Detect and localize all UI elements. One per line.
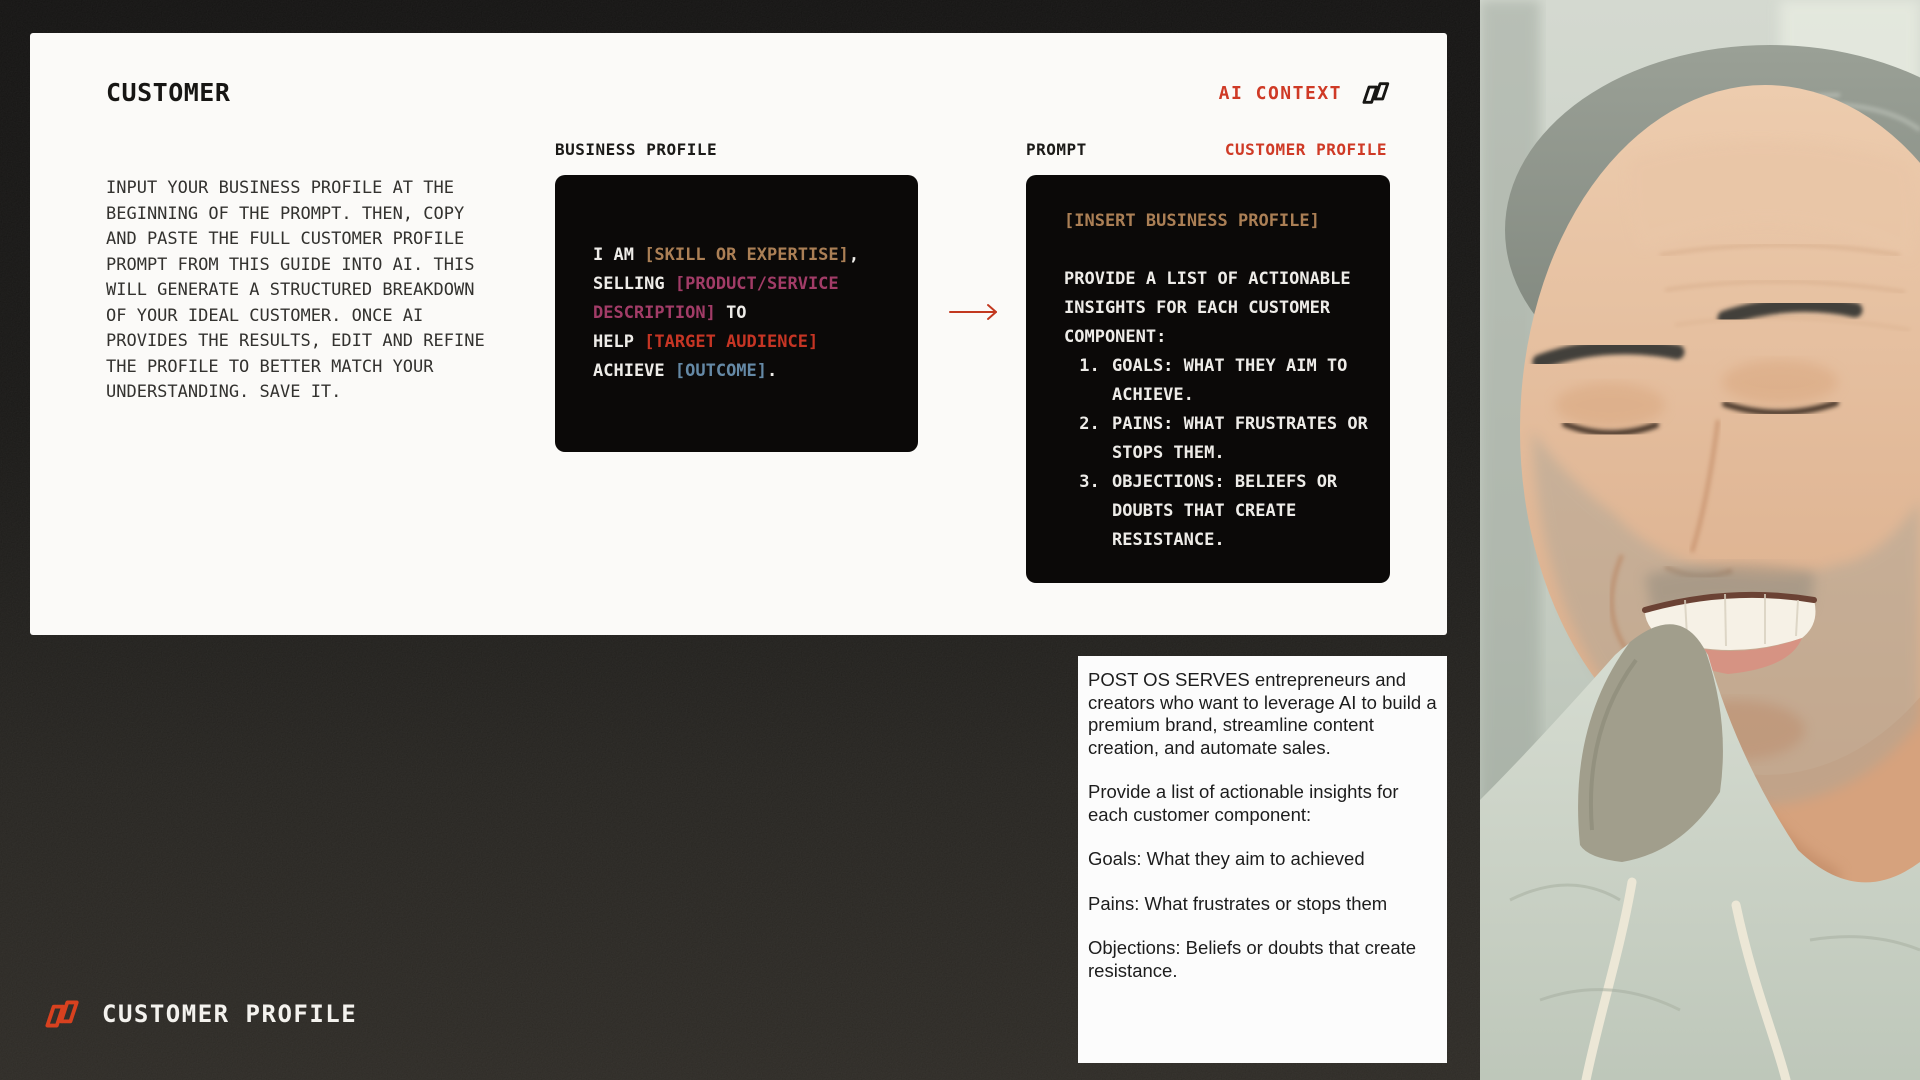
footer-title: CUSTOMER PROFILE bbox=[102, 1000, 358, 1028]
brand-logo-icon bbox=[40, 998, 82, 1030]
ai-context-header bbox=[1219, 80, 1392, 106]
footer-brand bbox=[40, 998, 357, 1030]
prompt-label: PROMPT bbox=[1026, 140, 1087, 159]
page-title: CUSTOMER bbox=[106, 78, 231, 107]
ai-context-label: AI CONTEXT bbox=[1218, 82, 1342, 104]
insert-business-profile-line: [INSERT BUSINESS PROFILE] bbox=[1064, 211, 1320, 231]
example-output-note: POST OS SERVES entrepreneurs and creators who want to leverage AI to build a premium brand, streamline content creation, and automate sales. Provide a list of actionable insights for each customer component: Goals: What they aim to achieved Pains: What frustrates or stops them Objections: Beliefs or doubts that create resistance. bbox=[1078, 656, 1447, 1063]
prompt-body-text: PROVIDE A LIST OF ACTIONABLE INSIGHTS FOR EACH CUSTOMER COMPONENT: bbox=[1064, 269, 1351, 347]
business-profile-card bbox=[555, 175, 918, 452]
brand-logo-icon bbox=[1358, 80, 1392, 106]
customer-profile-tag: CUSTOMER PROFILE bbox=[1224, 140, 1387, 159]
customer-guide-card bbox=[30, 33, 1447, 635]
instructions-text: INPUT YOUR BUSINESS PROFILE AT THE BEGINNING OF THE PROMPT. THEN, COPY AND PASTE THE FULL CUSTOMER PROFILE PROMPT FROM THIS GUIDE INTO AI. THIS WILL GENERATE A STRUCTURED BREAKDOWN OF YOUR IDEAL CUSTOMER. ONCE AI PROVIDES THE RESULTS, EDIT AND REFINE THE PROFILE TO BETTER MATCH YOUR UNDERSTANDING. SAVE IT. bbox=[106, 178, 485, 402]
portrait-photo bbox=[1480, 0, 1920, 1080]
business-profile-code: I AM [SKILL OR EXPERTISE], SELLING [PRODUCT/SERVICE DESCRIPTION] TO HELP [TARGET AUDIENCE] ACHIEVE [OUTCOME]. bbox=[593, 245, 860, 381]
prompt-component-list: 1. GOALS: WHAT THEY AIM TO ACHIEVE. 2. PAINS: WHAT FRUSTRATES OR STOPS THEM. 3. OBJECTIONS: BELIEFS OR DOUBTS THAT CREATE RESISTANCE. bbox=[1064, 352, 1368, 555]
business-profile-label: BUSINESS PROFILE bbox=[555, 140, 718, 159]
right-arrow-icon bbox=[948, 303, 1000, 321]
prompt-card bbox=[1026, 175, 1390, 583]
